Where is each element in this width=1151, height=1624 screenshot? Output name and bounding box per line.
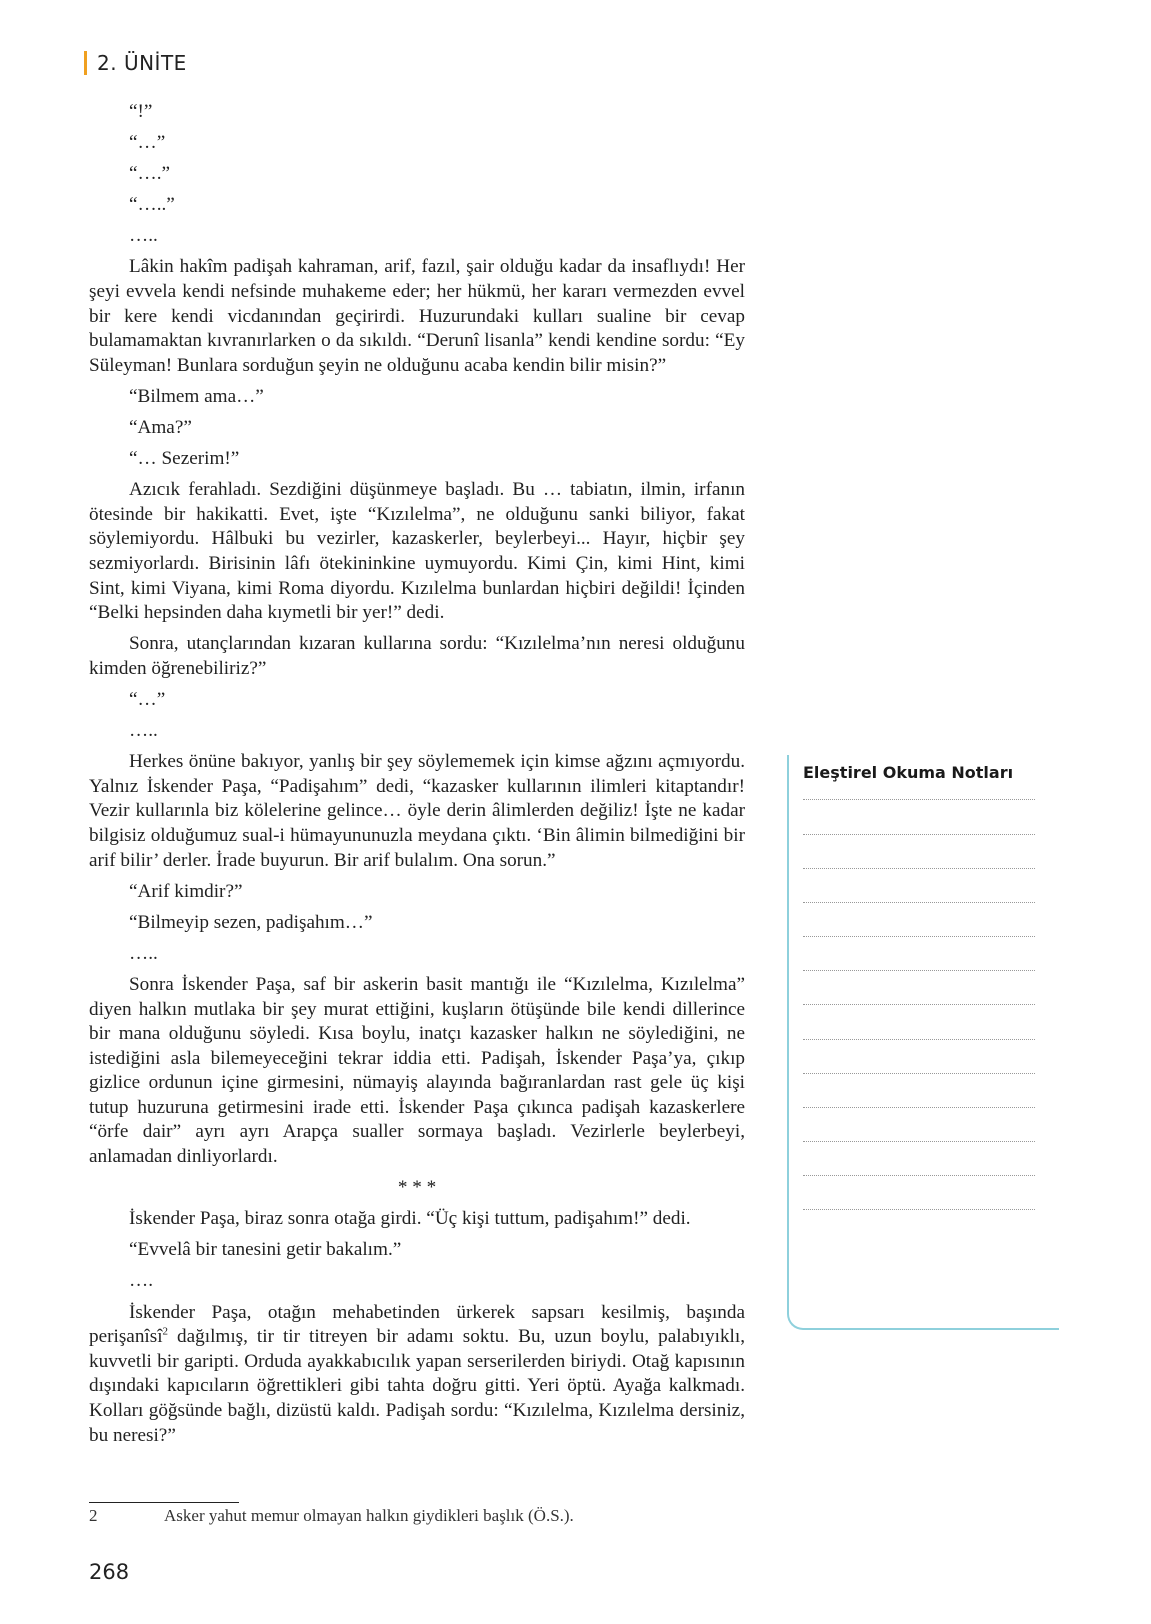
notes-writing-line[interactable] <box>803 1073 1035 1074</box>
dialogue-line: “….” <box>129 163 171 185</box>
notes-writing-line[interactable] <box>803 1175 1035 1176</box>
unit-label: 2. ÜNİTE <box>97 51 187 75</box>
paragraph: İskender Paşa, biraz sonra otağa girdi. “Üç kişi tuttum, padişahım!” dedi. <box>129 1208 691 1230</box>
section-separator: * * * <box>397 1177 437 1199</box>
ellipsis-line: ….. <box>129 225 158 247</box>
paragraph: Sonra, utançlarından kızaran kullarına sordu: “Kızılelma’nın neresi olduğunu kimden öğrenebiliriz?” <box>89 633 745 679</box>
dialogue-line: “…..” <box>129 194 175 216</box>
notes-panel-title: Eleştirel Okuma Notları <box>803 763 1014 782</box>
page-number: 268 <box>89 1560 130 1584</box>
notes-writing-line[interactable] <box>803 1107 1035 1108</box>
dialogue-line: “Bilmem ama…” <box>129 385 264 407</box>
footnote-number: 2 <box>89 1506 98 1525</box>
paragraph-part: dağılmış, tir tir titreyen bir adamı soktu. Bu, uzun boylu, palabıyıklı, kuvvetli bir garipti. Orduda ayakkabıcılık yapan serserilerden biriydi. Otağ kapısının dışındaki kapıcıların öğrettikleri gibi tahta doğru gitti. Yeri öptü. Ayağa kalkmadı. Kolları göğsünde bağlı, dizüstü kaldı. Padişah sordu: “Kızılelma, Kızılelma dersiniz, bu neresi?” <box>89 1326 745 1446</box>
paragraph: Lâkin hakîm padişah kahraman, arif, fazıl, şair olduğu kadar da insaflıydı! Her şeyi evvela kendi nefsinde muhakeme eder; her hükmü, her kararı vermezden evvel bir kere kendi vicdanından geçirirdi. Huzurundaki kulları sualine bir cevap bulamamaktan kıvranırlarken o da sıkıldı. “Derunî lisanla” kendi kendine sordu: “Ey Süleyman! Bunlara sorduğun şeyin ne olduğunu acaba kendin bilir misin?” <box>89 256 745 376</box>
paragraph: Sonra İskender Paşa, saf bir askerin basit mantığı ile “Kızılelma, Kızılelma” diyen halkın mutlaka bir şey murat ettiğini, kuşların ötüşünde bile kendi dillerince bir mana olduğunu söyledi. Kısa boylu, inatçı kazasker halkın ne söylediğini, ne istediğini asla bilemeyeceğini tekrar iddia etti. Padişah, İskender Paşa’ya, çıkıp gizlice ordunun içine girmesini, nümayiş alayında bağıranlardan rast gele üç kişi tutup huzuruna getirmesini irade etti. İskender Paşa çıkınca padişah kazaskerlere “örfe dair” ayrı ayrı Arapça sualler sormaya başladı. Vezirlerle beylerbeyi, anlamadan dinliyorlardı. <box>89 973 745 1168</box>
unit-header <box>84 48 187 78</box>
dialogue-line: “…” <box>129 132 166 154</box>
notes-writing-line[interactable] <box>803 1039 1035 1040</box>
ellipsis-line: ….. <box>129 942 158 964</box>
paragraph-part: İskender Paşa, otağın mehabetinden ürkerek sapsarı kesilmiş, başında perişanîsî <box>89 1301 745 1348</box>
dialogue-line: “Bilmeyip sezen, padişahım…” <box>129 911 373 933</box>
notes-writing-line[interactable] <box>803 834 1035 835</box>
notes-writing-line[interactable] <box>803 902 1035 903</box>
critical-reading-notes-panel <box>787 755 1059 1330</box>
footnote-rule <box>89 1502 239 1503</box>
footnote-text: Asker yahut memur olmayan halkın giydikleri başlık (Ö.S.). <box>164 1506 574 1525</box>
paragraph: Herkes önüne bakıyor, yanlış bir şey söylememek için kimse ağzını açmıyordu. Yalnız İskender Paşa, “Padişahım” dedi, “kazasker kullarının ilimleri kitaptandır! Vezir kullarınla biz kölelerine gelince… öyle derin âlimlerden değiliz! İşte ne kadar bilgisiz olduğumuz sual-i hümayununuzla meydana çıktı. ‘Bin âlimin bilmediğini bir arif bilir’ derler. İrade buyurun. Bir arif bulalım. Ona sorun.” <box>89 751 745 871</box>
paragraph <box>89 1301 745 1449</box>
notes-writing-line[interactable] <box>803 1209 1035 1210</box>
ellipsis-line: ….. <box>129 720 158 742</box>
notes-writing-line[interactable] <box>803 868 1035 869</box>
dialogue-line: “… Sezerim!” <box>129 448 240 470</box>
story-text <box>89 100 745 1455</box>
paragraph: Azıcık ferahladı. Sezdiğini düşünmeye başladı. Bu … tabiatın, ilmin, irfanın ötesinde bir hakikatti. Evet, işte “Kızılelma”, ne olduğunu sanki biliyor, fakat söylemiyordu. Hâlbuki bu vezirler, kazaskerler, beylerbeyi... Hayır, hiçbir şey sezmiyorlardı. Birisinin lâfı ötekininkine uymuyordu. Kimi Çin, kimi Hint, kimi Sint, kimi Viyana, kimi Roma diyordu. Kızılelma bunlardan hiçbiri değildi! İçinden “Belki hepsinden daha kıymetli bir yer!” dedi. <box>89 479 745 624</box>
dialogue-line: “…” <box>129 688 166 710</box>
header-accent-bar <box>84 51 87 75</box>
dialogue-line: “Arif kimdir?” <box>129 880 243 902</box>
notes-writing-line[interactable] <box>803 799 1035 800</box>
dialogue-line: “Evvelâ bir tanesini getir bakalım.” <box>129 1239 402 1261</box>
ellipsis-line: …. <box>129 1270 153 1292</box>
notes-writing-line[interactable] <box>803 1004 1035 1005</box>
notes-writing-line[interactable] <box>803 1141 1035 1142</box>
dialogue-line: “Ama?” <box>129 417 192 439</box>
notes-writing-line[interactable] <box>803 936 1035 937</box>
dialogue-line: “!” <box>129 101 153 122</box>
notes-writing-line[interactable] <box>803 970 1035 971</box>
footnote <box>89 1506 739 1526</box>
footnote-reference[interactable]: 2 <box>162 1325 169 1338</box>
